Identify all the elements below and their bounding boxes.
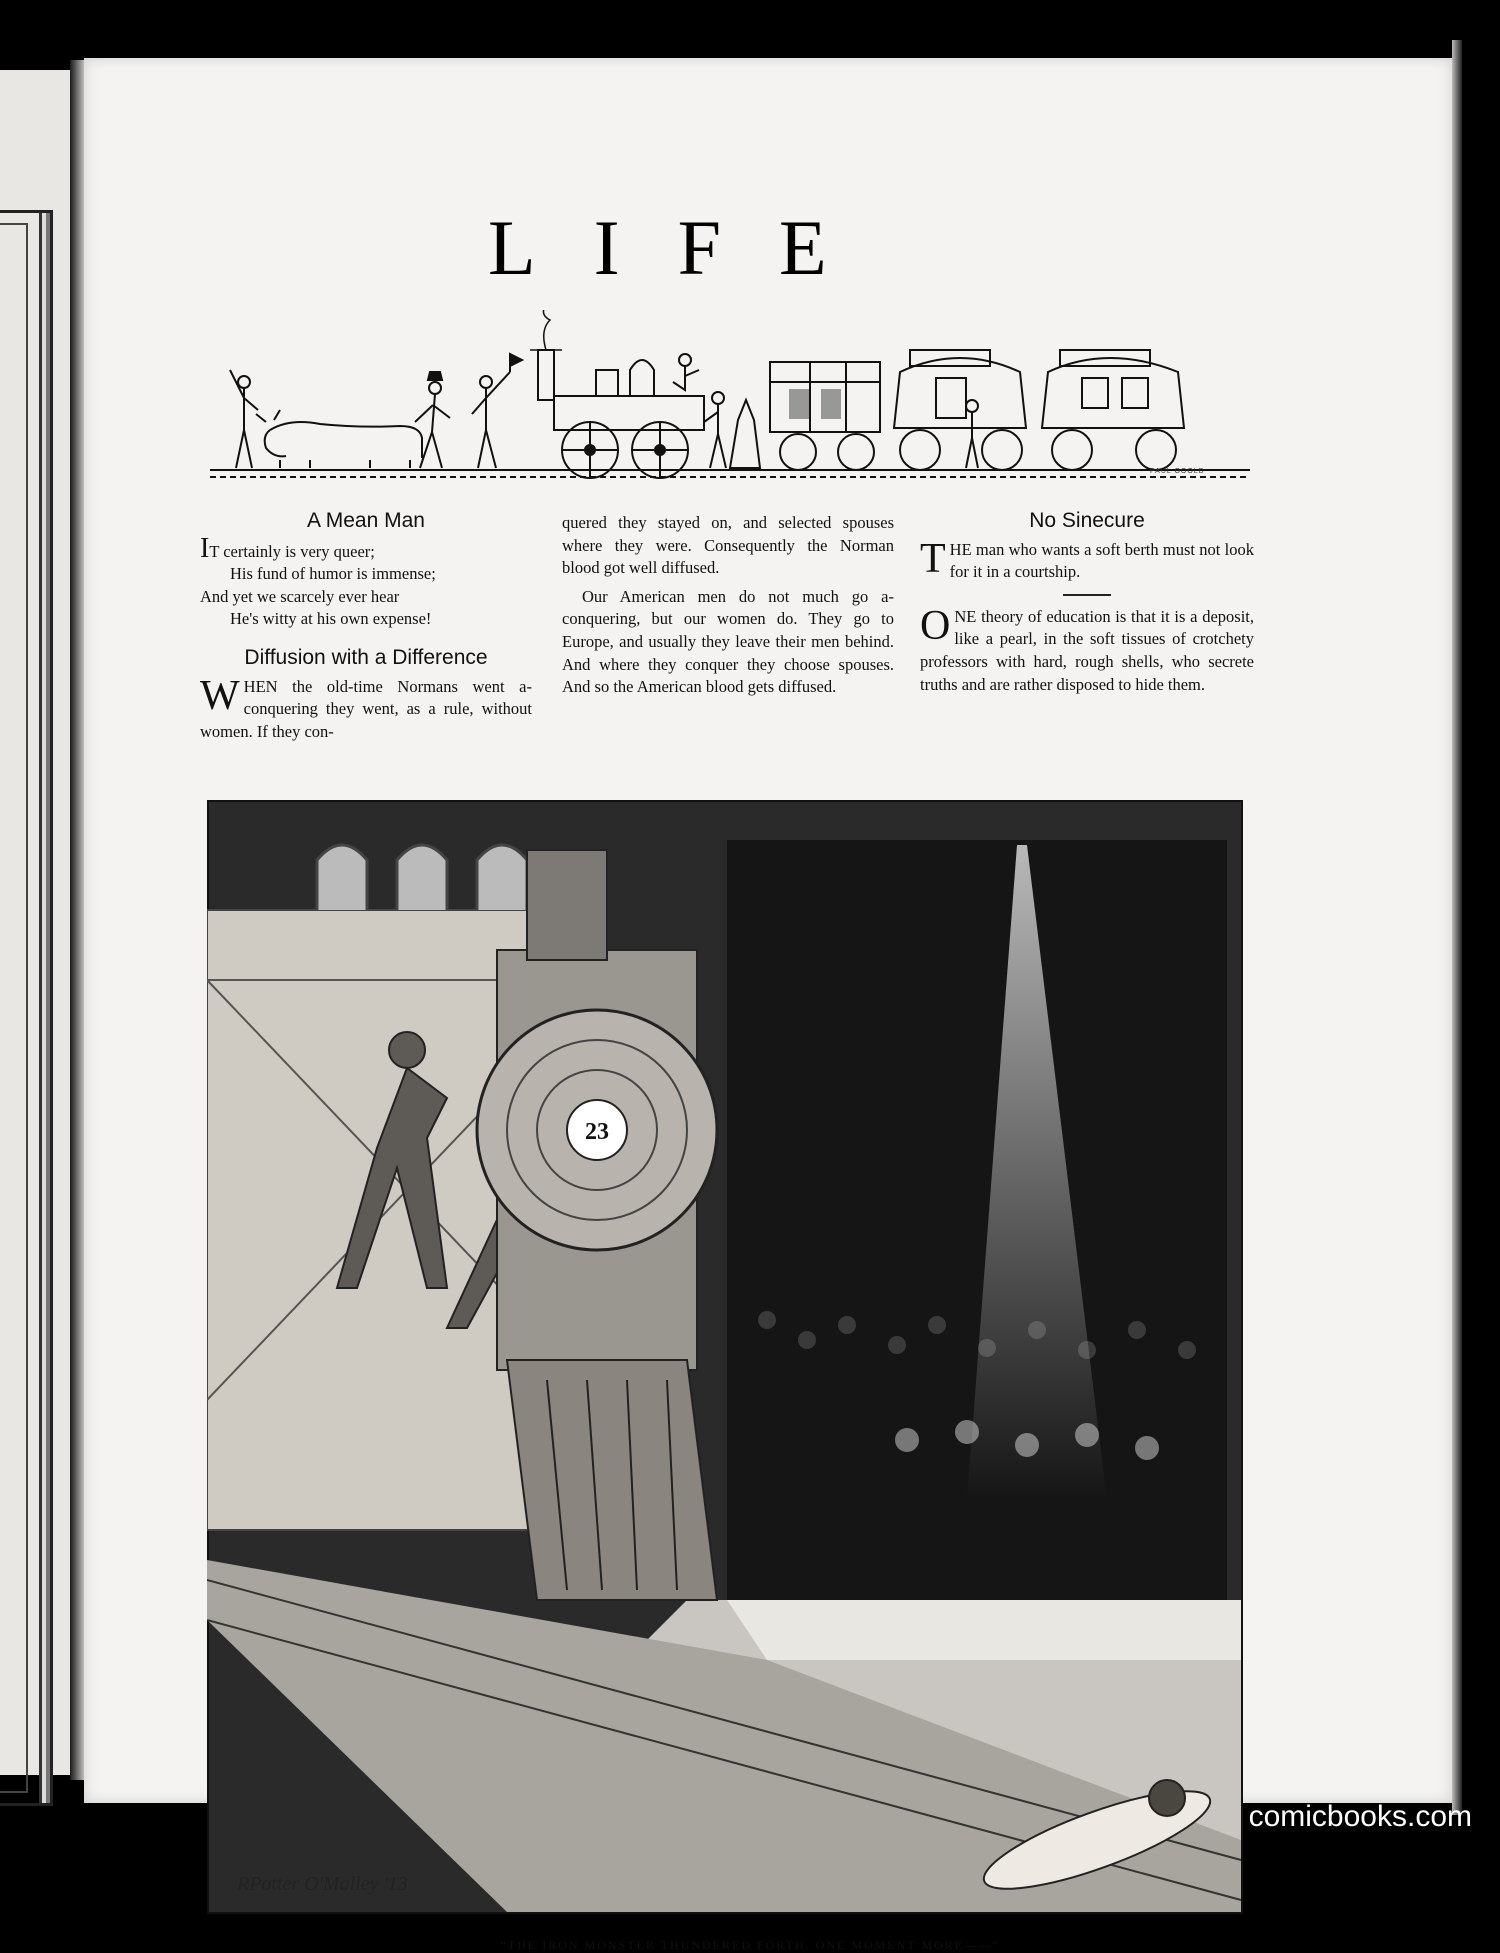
- source-watermark: comicbooks.com: [1248, 1800, 1472, 1833]
- poem-line-1: T certainly is very queer;: [209, 541, 375, 561]
- right-article-title: No Sinecure: [1029, 509, 1145, 532]
- masthead-title: LIFE: [488, 204, 885, 291]
- middle-paragraph-2: Our American men do not much go a-conquering, but our women do. They go to Europe, and usually they leave their men behind. And where they conquer they choose spouses. And so the American blood gets diffused.: [562, 586, 894, 697]
- engine-number: 23: [585, 1119, 609, 1145]
- right-dropcap-2: O: [920, 602, 951, 649]
- article-title: Diffusion with a Difference: [244, 645, 488, 669]
- poem-line-3: And yet we scarcely ever hear: [200, 586, 400, 606]
- poem-dropcap: I: [200, 532, 210, 564]
- right-paragraph-1: THE man who wants a soft berth must not look for it in a courtship.: [920, 535, 1254, 582]
- right-dropcap-1: T: [920, 535, 946, 582]
- train-procession-illustration: [210, 310, 1250, 490]
- theatre-locomotive-illustration: [207, 800, 1243, 1914]
- poem-line-4: He's witty at his own expense!: [230, 609, 432, 629]
- header-art-signature: PAUL GOOLD: [1150, 468, 1205, 475]
- page-right-edge: [1452, 40, 1462, 1815]
- column-middle: [562, 512, 894, 699]
- poem-title: A Mean Man: [307, 509, 425, 532]
- column-left: [200, 510, 532, 743]
- article-dropcap: W: [200, 672, 240, 719]
- illustration-signature: RPotter O'Malley '13: [237, 1873, 408, 1895]
- left-page-edge: [0, 70, 70, 1775]
- article-text: WHEN the old-time Normans went a-conquering they went, as a rule, without women. If they con-: [200, 672, 532, 741]
- section-rule: [1063, 594, 1111, 596]
- illustration-caption: “THE IRON MONSTER THUNDERED FORTH. ONE MOMENT MORE——”: [500, 1938, 1000, 1952]
- right-paragraph-2: ONE theory of education is that it is a deposit, like a pearl, in the soft tissues of crotchety professors with hard, rough shells, who secrete truths and are rather disposed to hide them.: [920, 602, 1254, 694]
- poem-body: [200, 532, 532, 631]
- middle-paragraph-1: quered they stayed on, and selected spouses where they were. Consequently the Norman blood got well diffused.: [562, 513, 894, 578]
- poem-line-2: His fund of humor is immense;: [230, 564, 436, 584]
- left-page-border: [0, 210, 53, 1806]
- column-right: [920, 510, 1254, 696]
